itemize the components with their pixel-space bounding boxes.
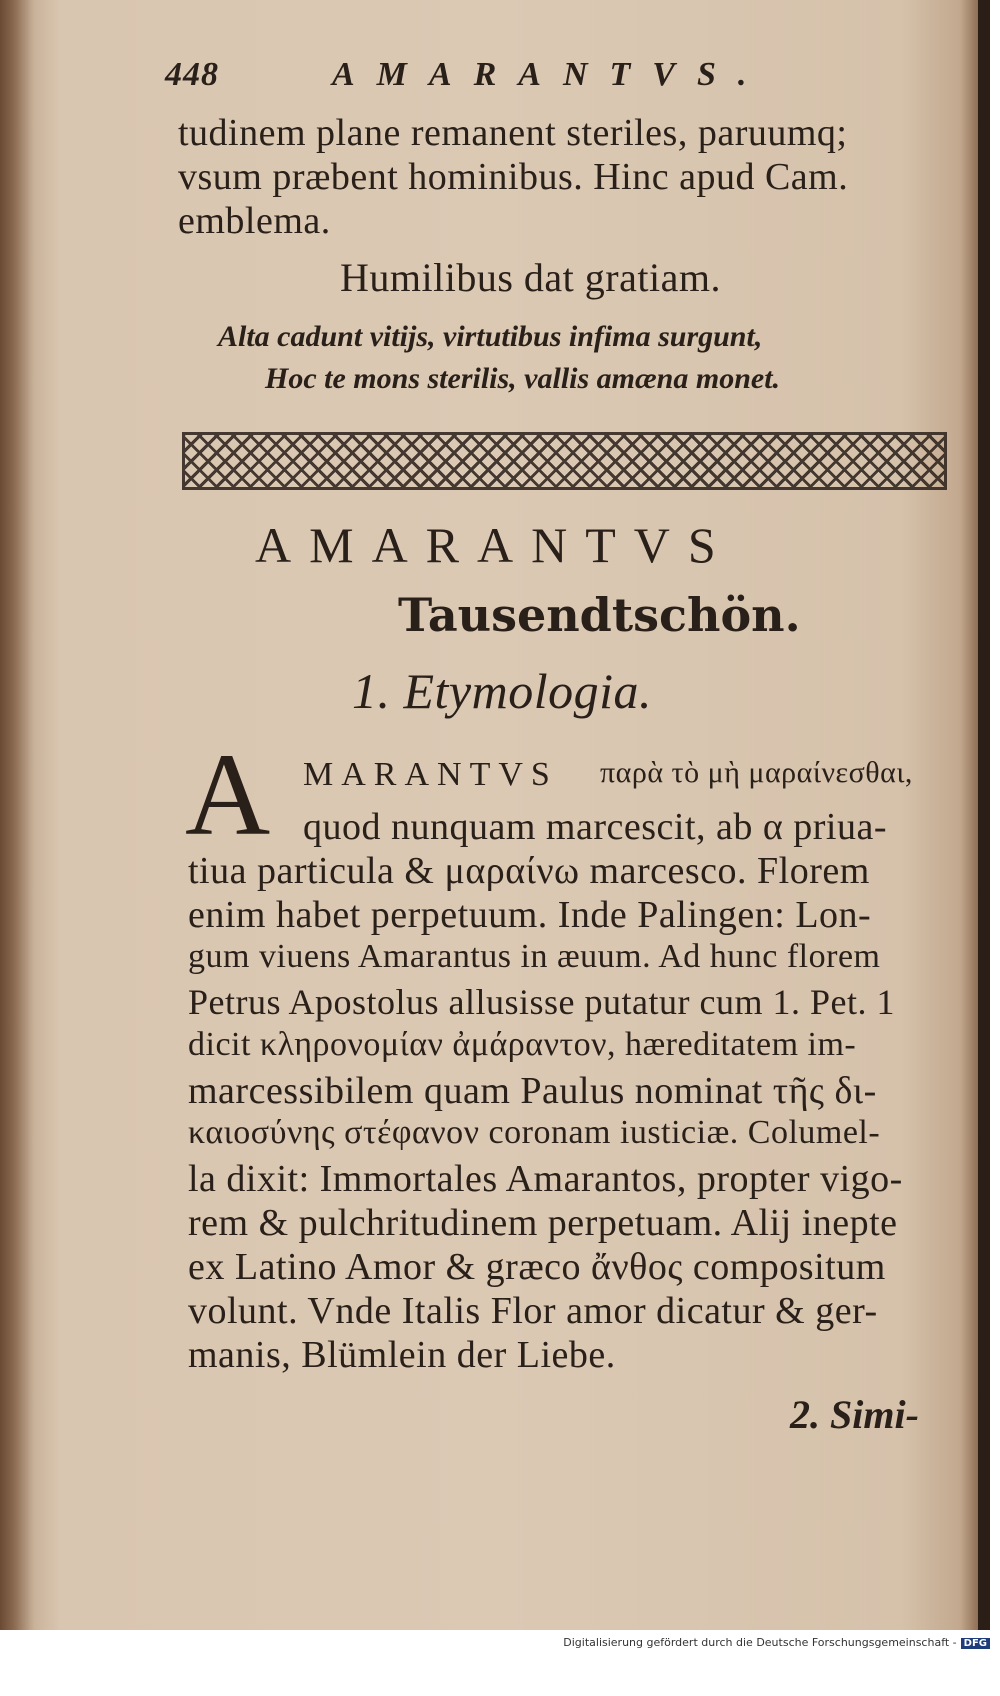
section-title: AMARANTVS — [255, 517, 734, 573]
body-line: volunt. Vnde Italis Flor amor dicatur & ger- — [188, 1290, 878, 1332]
body-line: marcessibilem quam Paulus nominat τῆς δι- — [188, 1070, 877, 1112]
body-line: tiua particula & μαραίνω marcesco. Florem — [188, 850, 870, 892]
verse-line: Alta cadunt vitijs, virtutibus infima surgunt, — [218, 320, 763, 353]
footer-credit — [0, 1636, 990, 1656]
drop-cap: A — [185, 729, 271, 860]
body-line: manis, Blümlein der Liebe. — [188, 1334, 616, 1376]
greek-phrase: παρὰ τὸ μὴ μαραίνεσθαι, — [600, 756, 913, 789]
body-line: καιοσύνης στέφανον coronam iusticiæ. Columel- — [188, 1114, 881, 1151]
german-title: Tausendtschön. — [398, 588, 801, 642]
body-line: ex Latino Amor & græco ἄνθος compositum — [188, 1246, 886, 1288]
text-line: tudinem plane remanent steriles, paruumq; — [178, 112, 848, 154]
page-number: 448 — [165, 56, 219, 93]
body-line: Petrus Apostolus allusisse putatur cum 1. Pet. 1 — [188, 982, 895, 1022]
text-line: vsum præbent hominibus. Hinc apud Cam. — [178, 156, 849, 198]
verse-line: Hoc te mons sterilis, vallis amæna monet. — [265, 362, 781, 395]
body-line: gum viuens Amarantus in æuum. Ad hunc florem — [188, 938, 881, 975]
dfg-logo: DFG — [961, 1638, 990, 1649]
body-line: quod nunquam marcescit, ab α priua- — [303, 806, 888, 848]
body-line: la dixit: Immortales Amarantos, propter vigo- — [188, 1158, 903, 1200]
catchword: 2. Simi- — [790, 1392, 919, 1437]
running-title: AMARANTVS. — [332, 56, 769, 93]
body-first-word: MARANTVS — [303, 756, 558, 793]
subsection-heading: 1. Etymologia. — [352, 663, 653, 719]
motto: Humilibus dat gratiam. — [340, 255, 721, 300]
footer-text: Digitalisierung gefördert durch die Deutsche Forschungsgemeinschaft - — [563, 1636, 957, 1649]
body-line: enim habet perpetuum. Inde Palingen: Lon- — [188, 894, 872, 936]
ornamental-border — [182, 432, 947, 490]
body-line: dicit κληρονομίαν ἀμάραντον, hæreditatem im- — [188, 1026, 857, 1063]
text-line: emblema. — [178, 200, 331, 242]
body-line: rem & pulchritudinem perpetuam. Alij inepte — [188, 1202, 898, 1244]
